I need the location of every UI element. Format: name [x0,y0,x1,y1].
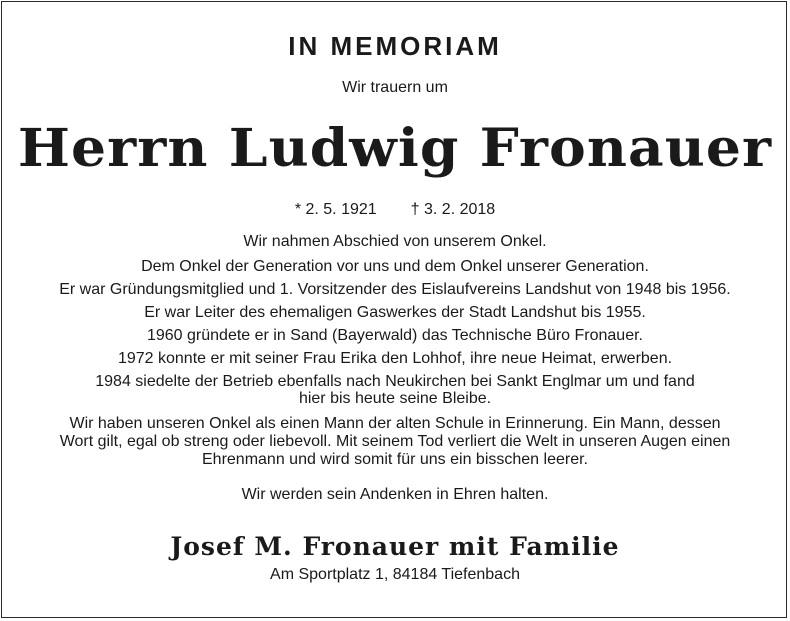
death-date: † 3. 2. 2018 [410,201,496,218]
remembrance-line: Ehrenmann und wird somit für uns ein bisschen leerer. [202,451,588,468]
bio-line: Er war Gründungsmitglied und 1. Vorsitzender des Eislaufvereins Landshut von 1948 bis 1956. [59,281,731,298]
intro-text: Wir trauern um [342,79,448,96]
bio-line: 1960 gründete er in Sand (Bayerwald) das Technische Büro Fronauer. [146,327,643,344]
bio-line: 1984 siedelte der Betrieb ebenfalls nach Neukirchen bei Sankt Englmar um und fand [95,373,695,390]
closing-text: Wir werden sein Andenken in Ehren halten. [241,486,549,503]
life-dates [0,201,790,219]
bio-line: Er war Leiter des ehemaligen Gaswerkes der Stadt Landshut bis 1955. [144,304,646,321]
deceased-name: Herrn Ludwig Fronauer [17,118,773,179]
bio-line: 1972 konnte er mit seiner Frau Erika den Lohhof, ihre neue Heimat, erwerben. [117,350,673,367]
bio-line: Wir nahmen Abschied von unserem Onkel. [243,233,547,250]
remembrance-line: Wir haben unseren Onkel als einen Mann der alten Schule in Erinnerung. Ein Mann, dessen [69,415,721,432]
bio-line: hier bis heute seine Bleibe. [298,390,492,407]
page-heading: IN MEMORIAM [288,31,502,61]
bio-line: Dem Onkel der Generation vor uns und dem Onkel unserer Generation. [141,258,649,275]
birth-date: * 2. 5. 1921 [294,201,377,218]
address: Am Sportplatz 1, 84184 Tiefenbach [270,566,520,583]
remembrance-line: Wort gilt, egal ob streng oder liebevoll. Mit seinem Tod verliert die Welt in unseren Augen einen [59,433,731,450]
signature: Josef M. Fronauer mit Familie [170,532,620,561]
